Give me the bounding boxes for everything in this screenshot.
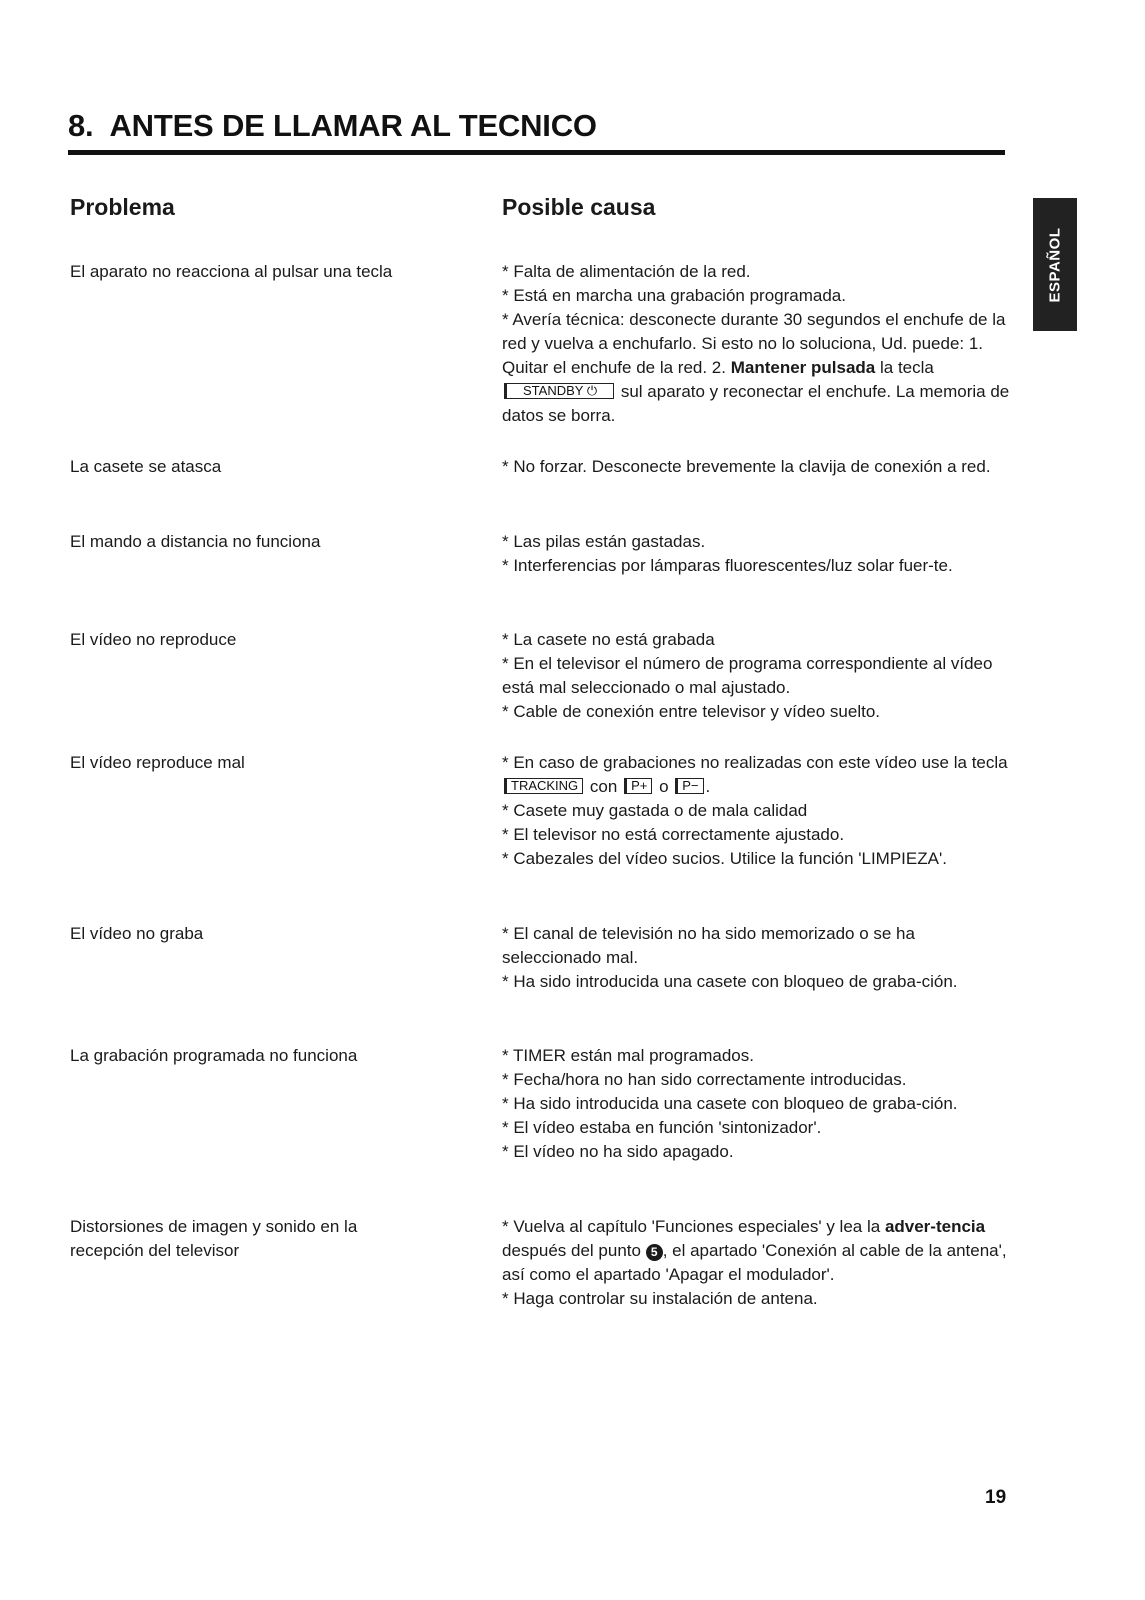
section-heading	[68, 108, 597, 144]
cause-text: la tecla	[880, 358, 934, 377]
cause-item: * El vídeo no ha sido apagado.	[502, 1142, 734, 1161]
cause-item: * La casete no está grabada	[502, 630, 715, 649]
cause-bold-text: Mantener pulsada	[730, 358, 876, 377]
cause-item: * No forzar. Desconecte brevemente la clavija de conexión a red.	[502, 457, 991, 476]
cause-item	[502, 751, 1010, 799]
problem-column-header: Problema	[70, 194, 175, 220]
cause-list	[502, 751, 1010, 871]
p-minus-key-label: P−	[675, 778, 703, 794]
cause-item: * El televisor no está correctamente ajustado.	[502, 825, 845, 844]
cause-item: * Ha sido introducida una casete con bloqueo de graba-ción.	[502, 1094, 958, 1113]
cause-item	[502, 308, 1010, 428]
standby-key-label: STANDBY ⏻	[504, 383, 614, 399]
cause-list	[502, 1044, 1010, 1164]
cause-text: sul aparato y reconectar el enchufe. La memoria de datos se borra.	[502, 382, 1010, 425]
cause-item	[502, 1215, 1010, 1287]
cause-list	[502, 455, 1010, 479]
problem-text: La casete se atasca	[70, 457, 222, 476]
cause-item: * Casete muy gastada o de mala calidad	[502, 801, 808, 820]
cause-item: * Cable de conexión entre televisor y vídeo suelto.	[502, 702, 881, 721]
section-number: 8.	[68, 108, 94, 143]
cause-list	[502, 1215, 1010, 1311]
heading-rule	[68, 150, 1005, 155]
problem-text: El vídeo no graba	[70, 924, 204, 943]
problem-text: Distorsiones de imagen y sonido en la recepción del televisor	[70, 1217, 358, 1260]
cause-item: * En el televisor el número de programa correspondiente al vídeo está mal seleccionado o mal ajustado.	[502, 654, 993, 697]
cause-list	[502, 628, 1010, 724]
language-tab	[1033, 198, 1077, 331]
cause-text: después del punto	[502, 1241, 641, 1260]
cause-column-header: Posible causa	[502, 194, 656, 220]
cause-item: * Está en marcha una grabación programada.	[502, 286, 846, 305]
cause-item: * Haga controlar su instalación de antena.	[502, 1289, 818, 1308]
cause-list	[502, 530, 1010, 578]
problem-text: El vídeo no reproduce	[70, 630, 237, 649]
page-number: 19	[985, 1487, 1007, 1508]
cause-item: * Fecha/hora no han sido correctamente introducidas.	[502, 1070, 907, 1089]
cause-text: * En caso de grabaciones no realizadas con este vídeo use la tecla	[502, 753, 1008, 772]
cause-list	[502, 260, 1010, 428]
cause-text: , el apartado 'Conexión al cable de la antena', así como el apartado 'Apagar el modulador'.	[502, 1241, 1007, 1284]
cause-text: * Avería técnica: desconecte durante 30 segundos el enchufe de la red y vuelva a enchufarlo. Si esto no lo soluciona, Ud. puede: 1. Quitar el enchufe de la red. 2.	[502, 310, 1006, 377]
cause-text: con	[589, 777, 618, 796]
cause-item: * TIMER están mal programados.	[502, 1046, 754, 1065]
cause-list	[502, 922, 1010, 994]
cause-item: * Interferencias por lámparas fluorescentes/luz solar fuer-te.	[502, 556, 953, 575]
p-plus-key-label: P+	[624, 778, 652, 794]
problem-text: El vídeo reproduce mal	[70, 753, 245, 772]
cause-text: * Vuelva al capítulo 'Funciones especiales' y lea la	[502, 1217, 881, 1236]
cause-item: * Cabezales del vídeo sucios. Utilice la función 'LIMPIEZA'.	[502, 849, 947, 868]
cause-item: * Ha sido introducida una casete con bloqueo de graba-ción.	[502, 972, 958, 991]
cause-text: .	[705, 777, 711, 796]
cause-item: * Falta de alimentación de la red.	[502, 262, 751, 281]
language-tab-label: ESPAÑOL	[1046, 227, 1064, 302]
problem-text: La grabación programada no funciona	[70, 1046, 358, 1065]
cause-text: o	[659, 777, 669, 796]
tracking-key-label: TRACKING	[504, 778, 583, 794]
cause-item: * El vídeo estaba en función 'sintonizador'.	[502, 1118, 822, 1137]
cause-item: * El canal de televisión no ha sido memorizado o se ha seleccionado mal.	[502, 924, 915, 967]
step-number-icon: 5	[646, 1244, 663, 1261]
cause-item: * Las pilas están gastadas.	[502, 532, 706, 551]
problem-text: El aparato no reacciona al pulsar una tecla	[70, 262, 393, 281]
problem-text: El mando a distancia no funciona	[70, 532, 321, 551]
cause-bold-text: adver-tencia	[884, 1217, 986, 1236]
section-title: ANTES DE LLAMAR AL TECNICO	[109, 108, 597, 143]
